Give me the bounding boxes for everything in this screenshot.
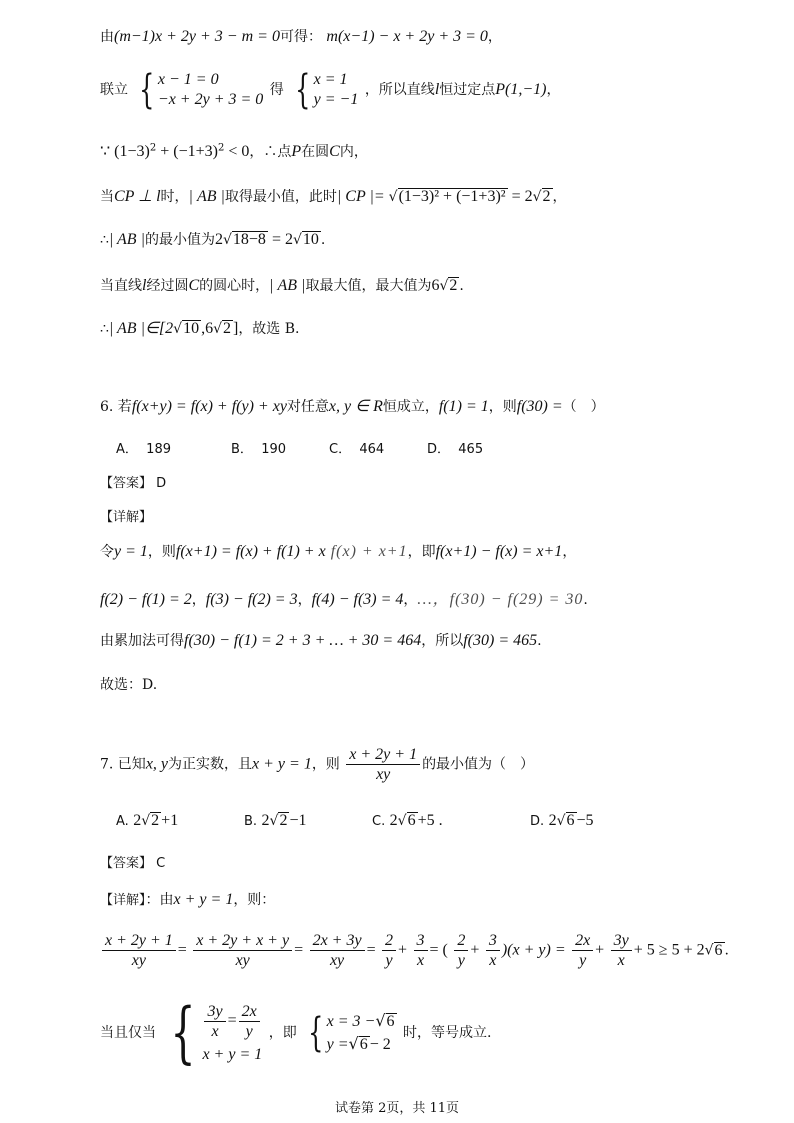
q5-line-4: 当CP ⊥ l时，| AB |取得最小值，此时| CP |= √(1−3)² + (−1+3)² = 2√2 ， [100,188,567,205]
q7-stem: 7. 已知x, y为正实数，且x + y = 1，则 $\frac{x + 2y + 1}{xy}$ 的最小值为（ ） [100,746,535,783]
solution-system: { x = 3 −√6 y =√6 − 2 [308,1010,395,1056]
condition-system: { $\frac{3y}{x}$ = $\frac{2x}{y}$ x + y = 1 [170,994,263,1071]
q6-answer [100,472,166,491]
q6-option-d: D． 465 [427,442,484,457]
q5-line-2: 联立 { x − 1 = 0 −x + 2y + 3 = 0 得 { x = 1 y = −1 ，所以直线l恒过定点P(1,−1)， [100,67,561,113]
q5-line-3: ∵ $(1-3)^2 + (-1+3)^2 < 0$，∴点P在圆C内， [100,142,368,160]
q6-detail-label: 【详解】 [100,510,153,525]
q5-line-5: ∴| AB |的最小值为2√18−8 = 2√10 . [100,231,326,248]
page-footer: 试卷第 2页，共 11页 [334,1101,460,1116]
q7-derivation: $\frac{x + 2y + 1}{xy}$ = $\frac{x + 2y + x + y}{xy}$ = $\frac{2x + 3y}{xy}$ = $\frac{2}{y}$ + $\frac{3}{x}$ = ( $\frac{2}{y}$ + $\frac{3}{x}$ )(x + y) = $\frac{2x}{y}$ + $\frac{3y}{x}$ + 5 ≥ 5 + 2√6 . [100,932,729,969]
q5-line-6: 当直线l经过圆C的圆心时，| AB |取最大值，最大值为6√2 . [100,277,464,294]
q6-option-c: C． 464 [329,442,385,457]
q7-option-d: D. 2√6 −5 [530,812,594,829]
answer-value: D [156,476,167,491]
q6-detail-line-1: 令y = 1，则f(x+1) = f(x) + f(1) + x f(x) + x+1，即f(x+1) − f(x) = x+1， [100,543,577,560]
answer-value: C [156,856,166,871]
system-of-equations-1: { x − 1 = 0 −x + 2y + 3 = 0 [139,67,264,113]
answer-label: 【答案】 [100,856,153,871]
q6-detail-line-3: 由累加法可得f(30) − f(1) = 2 + 3 + … + 30 = 464，所以f(30) = 465. [100,632,542,649]
q6-options [116,438,483,457]
q6-detail-line-4: 故选：D. [100,677,158,693]
answer-label: 【答案】 [100,476,153,491]
q7-option-a: A. 2√2 +1 [116,812,179,829]
q5-line-1: 由(m−1)x + 2y + 3 − m = 0可得： m(x−1) − x + 2y + 3 = 0， [100,28,502,45]
q7-option-c: C. 2√6 +5 . [372,812,443,829]
q6-stem: 6. 若f(x+y) = f(x) + f(y) + xy对任意x, y ∈ R恒成立，f(1) = 1，则f(30) =（ ） [100,398,605,415]
q7-option-b: B. 2√2 −1 [244,812,307,829]
system-of-equations-2: { x = 1 y = −1 [295,67,359,113]
q6-detail-line-2: f(2) − f(1) = 2，f(3) − f(2) = 3，f(4) − f(3) = 4，…，f(30) − f(29) = 30. [100,591,588,608]
q5-line-7: ∴| AB |∈[2√10 ,6√2 ]，故选 B. [100,320,300,337]
q7-fraction: $\frac{x + 2y + 1}{xy}$ [346,746,420,783]
q6-option-a: A． 189 [116,442,171,457]
q7-options [116,812,594,830]
q7-answer [100,852,165,871]
q6-option-b: B． 190 [231,442,287,457]
q7-detail-line-1: 【详解】：由x + y = 1，则： [100,891,276,908]
q7-equality-condition: 当且仅当 { $\frac{3y}{x}$ = $\frac{2x}{y}$ x + y = 1 ，即 { x = 3 −√6 y =√6 − 2 时，等号成立. [100,994,492,1071]
